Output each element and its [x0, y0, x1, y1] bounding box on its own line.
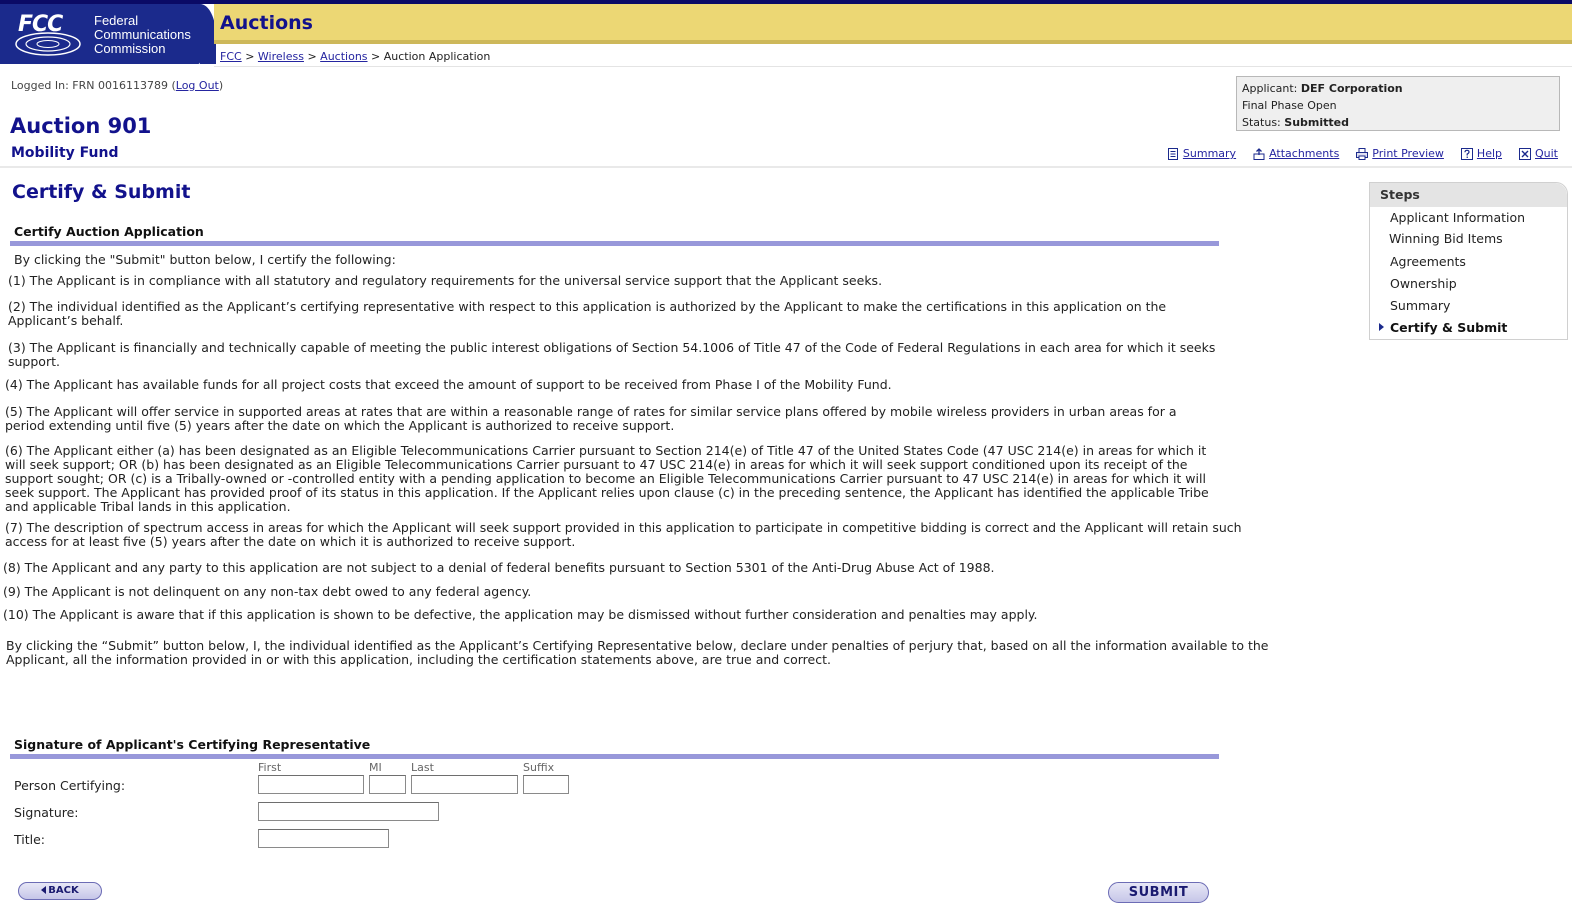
certification-item: (10) The Applicant is aware that if this application is shown to be defective, the application may be dismissed without further consideration and penalties may apply. [3, 607, 1038, 622]
help-icon [1461, 148, 1473, 160]
breadcrumb-separator: > [245, 50, 255, 63]
certification-item: (3) The Applicant is financially and technically capable of meeting the public interest obligations of Section 54.1006 of Title 47 of the Code of Federal Regulations in each area for which it seeks support. [8, 340, 1216, 369]
login-close-paren: ) [218, 79, 224, 92]
status-value: Submitted [1284, 116, 1349, 129]
summary-icon [1167, 148, 1179, 160]
toolbar-print-preview-label: Print Preview [1372, 147, 1444, 160]
middle-initial-caption: MI [369, 761, 382, 774]
application-toolbar [1167, 147, 1558, 160]
breadcrumb-separator: > [371, 50, 381, 63]
applicant-row [1242, 80, 1554, 97]
title-field[interactable] [258, 829, 389, 848]
certification-item: (8) The Applicant and any party to this application are not subject to a denial of federal benefits pursuant to Section 5301 of the Anti-Drug Abuse Act of 1988. [3, 560, 995, 575]
agency-name-line: Federal [94, 13, 139, 28]
toolbar-summary-label: Summary [1182, 147, 1237, 160]
signature-section-header: Signature of Applicant's Certifying Representative [10, 735, 1219, 757]
breadcrumb-link-auctions[interactable]: Auctions [320, 50, 368, 63]
signature-field[interactable] [258, 802, 439, 821]
page-title: Certify & Submit [12, 181, 191, 203]
certify-intro: By clicking the "Submit" button below, I certify the following: [14, 252, 396, 267]
suffix-caption: Suffix [523, 761, 555, 774]
auction-subtitle: Mobility Fund [11, 145, 119, 161]
certification-item: (2) The individual identified as the Applicant’s certifying representative with respect to this application is authorized by the Applicant to make the certifications in this application on the Applicant’s behalf. [8, 299, 1167, 328]
toolbar-help[interactable] [1461, 147, 1502, 160]
quit-icon [1519, 148, 1531, 160]
status-row [1242, 114, 1554, 131]
attachments-icon [1253, 148, 1265, 160]
logout-link[interactable]: Log Out [175, 79, 219, 92]
toolbar-quit[interactable] [1519, 147, 1558, 160]
certify-section-header: Certify Auction Application [10, 222, 1219, 244]
submit-button[interactable]: SUBMIT [1108, 882, 1209, 903]
certification-item: (4) The Applicant has available funds for all project costs that exceed the amount of support to be received from Phase I of the Mobility Fund. [5, 377, 892, 392]
applicant-value: DEF Corporation [1300, 82, 1403, 95]
certification-item: (1) The Applicant is in compliance with all statutory and regulatory requirements for the universal service support that the Applicant seeks. [8, 273, 883, 288]
breadcrumb-link-wireless[interactable]: Wireless [257, 50, 304, 63]
breadcrumb-current: Auction Application [383, 50, 491, 63]
back-button[interactable] [18, 882, 102, 900]
step-ownership[interactable]: Ownership [1390, 276, 1457, 291]
back-button-label: BACK [48, 885, 79, 896]
middle-initial-field[interactable] [369, 775, 406, 794]
step-winning-bid-items[interactable]: Winning Bid Items [1389, 231, 1503, 246]
toolbar-attachments-label: Attachments [1269, 147, 1340, 160]
site-section-title: Auctions [220, 12, 313, 34]
toolbar-print-preview[interactable] [1356, 147, 1444, 160]
login-status [11, 79, 223, 92]
agency-name-line: Communications [94, 27, 191, 42]
breadcrumb-separator: > [307, 50, 317, 63]
agency-name [94, 14, 191, 56]
auction-title: Auction 901 [10, 114, 152, 138]
toolbar-attachments[interactable] [1253, 147, 1339, 160]
meta-divider [0, 166, 1572, 168]
header-divider [214, 66, 1572, 67]
header-bar-edge [214, 40, 1572, 44]
breadcrumb [220, 50, 490, 63]
phase-row: Final Phase Open [1242, 99, 1337, 112]
certification-item: (7) The description of spectrum access in areas for which the Applicant will seek support provided in this application to participate in competitive bidding is correct and the Applicant will retain such access for at least five (5) years after the date on which it is authorized to receive support. [5, 520, 1242, 549]
steps-panel [1369, 182, 1568, 340]
step-agreements[interactable]: Agreements [1390, 254, 1466, 269]
first-name-caption: First [258, 761, 282, 774]
print-icon [1356, 148, 1368, 160]
current-step-arrow-icon [1379, 323, 1384, 331]
status-label: Status: [1242, 116, 1281, 129]
suffix-field[interactable] [523, 775, 569, 794]
step-certify-submit[interactable]: Certify & Submit [1390, 320, 1508, 335]
step-applicant-information[interactable]: Applicant Information [1390, 210, 1526, 225]
fcc-letters: FCC [18, 12, 63, 37]
step-summary[interactable]: Summary [1390, 298, 1451, 313]
toolbar-help-label: Help [1476, 147, 1502, 160]
steps-title: Steps [1370, 183, 1567, 207]
last-name-field[interactable] [411, 775, 518, 794]
toolbar-summary[interactable] [1167, 147, 1236, 160]
toolbar-quit-label: Quit [1535, 147, 1558, 160]
login-text: Logged In: FRN 0016113789 ( [11, 79, 176, 92]
certification-item: (9) The Applicant is not delinquent on any non-tax debt owed to any federal agency. [3, 584, 532, 599]
certification-item: (6) The Applicant either (a) has been designated as an Eligible Telecommunications Carrier pursuant to Section 214(e) of Title 47 of the United States Code (47 USC 214(e) in areas for which it will seek support; OR (b) has been designated as an Eligible Telecommunications Carrier pursuant to 47 USC 214(e) in areas for which it will seek support conditioned upon its receipt of the support sought; OR (c) is a Tribally-owned or -controlled entity with a pending application to become an Eligible Telecommunications Carrier pursuant to 47 USC 214(e) in areas for which it will seek support. The Applicant has provided proof of its status in this application. If the Applicant relies upon clause (c) in the preceding sentence, the Applicant has identified the applicable Tribe and applicable Tribal lands in this application. [5, 443, 1209, 514]
title-label: Title: [14, 832, 45, 847]
first-name-field[interactable] [258, 775, 364, 794]
perjury-declaration: By clicking the “Submit” button below, I, the individual identified as the Applicant’s Certifying Representative below, declare under penalties of perjury that, based on all the information available to the Applicant, all the information provided in or with this application, including the certification statements above, are true and correct. [6, 638, 1269, 667]
breadcrumb-link-fcc[interactable]: FCC [220, 50, 242, 63]
agency-name-line: Commission [94, 41, 166, 56]
person-certifying-label: Person Certifying: [14, 778, 126, 793]
header-bar [214, 4, 1572, 40]
signature-label: Signature: [14, 805, 79, 820]
application-status-box [1236, 76, 1560, 131]
applicant-label: Applicant: [1242, 82, 1298, 95]
last-name-caption: Last [411, 761, 434, 774]
fcc-logo[interactable] [0, 4, 200, 64]
back-arrow-icon [41, 886, 46, 894]
certification-item: (5) The Applicant will offer service in supported areas at rates that are within a reasonable range of rates for similar service plans offered by mobile wireless providers in urban areas for a period extending until five (5) years after the date on which the Applicant is authorized to receive support. [5, 404, 1177, 433]
